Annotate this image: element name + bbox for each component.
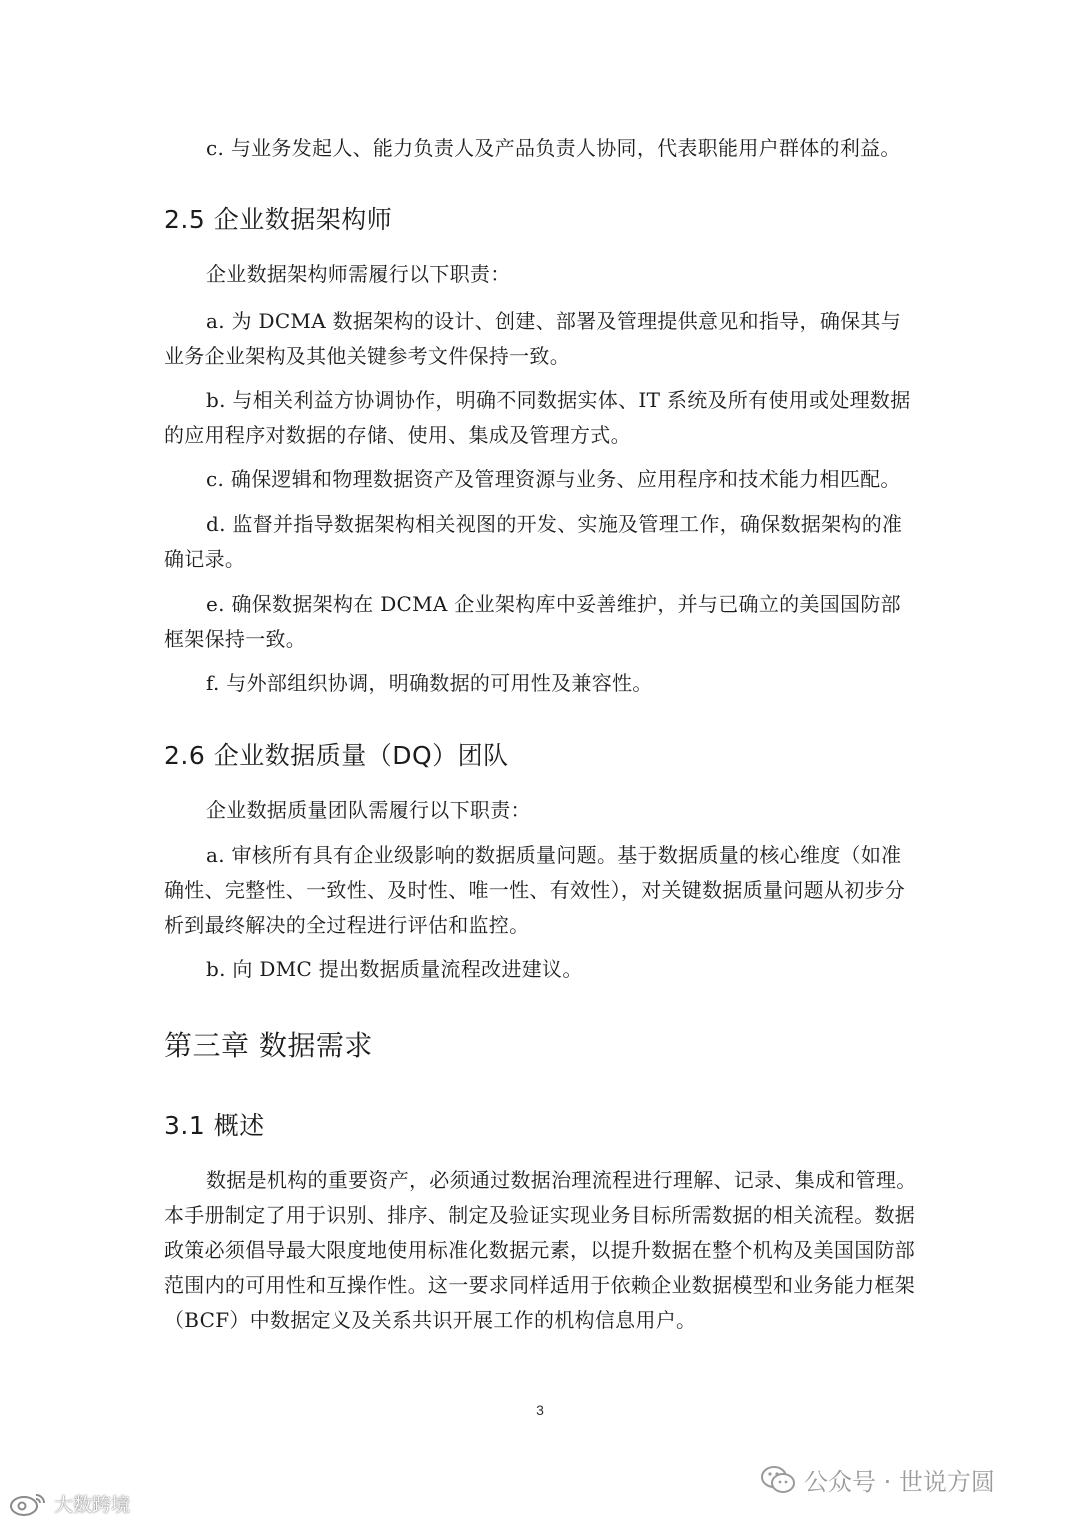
item-2-4-c: c. 与业务发起人、能力负责人及产品负责人协同，代表职能用户群体的利益。 (206, 136, 901, 160)
item-2-5-c: c. 确保逻辑和物理数据资产及管理资源与业务、应用程序和技术能力相匹配。 (206, 467, 901, 491)
section-2-6-intro: 企业数据质量团队需履行以下职责： (206, 798, 531, 822)
watermark-weibo (8, 1490, 130, 1517)
weibo-icon (8, 1491, 48, 1517)
section-2-5-heading: 2.5 企业数据架构师 (164, 205, 393, 234)
item-2-5-e: e. 确保数据架构在 DCMA 企业架构库中妥善维护，并与已确立的美国国防部框架保持一致。 (164, 592, 901, 651)
chapter-3-heading: 第三章 数据需求 (164, 1029, 373, 1062)
item-2-6-a: a. 审核所有具有企业级影响的数据质量问题。基于数据质量的核心维度（如准确性、完整性、一致性、及时性、唯一性、有效性），对关键数据质量问题从初步分析到最终解决的全过程进行评估和监控。 (164, 843, 906, 937)
item-2-5-a: a. 为 DCMA 数据架构的设计、创建、部署及管理提供意见和指导，确保其与业务企业架构及其他关键参考文件保持一致。 (164, 309, 902, 368)
watermark-left-text: 大数跨境 (54, 1494, 131, 1516)
item-2-5-b: b. 与相关利益方协调协作，明确不同数据实体、IT 系统及所有使用或处理数据的应用程序对数据的存储、使用、集成及管理方式。 (164, 388, 911, 447)
section-3-1-paragraph: 数据是机构的重要资产，必须通过数据治理流程进行理解、记录、集成和管理。本手册制定了用于识别、排序、制定及验证实现业务目标所需数据的相关流程。数据政策必须倡导最大限度地使用标准化数据元素，以提升数据在整个机构及美国国防部范围内的可用性和互操作性。这一要求同样适用于依赖企业数据模型和业务能力框架（BCF）中数据定义及关系共识开展工作的机构信息用户。 (164, 1168, 917, 1332)
wechat-icon (760, 1465, 796, 1495)
watermark-official-account (760, 1462, 995, 1497)
item-2-5-f: f. 与外部组织协调，明确数据的可用性及兼容性。 (206, 671, 653, 695)
section-2-5-intro: 企业数据架构师需履行以下职责： (206, 262, 511, 286)
watermark-right-text: 公众号 · 世说方圆 (804, 1468, 995, 1496)
section-3-1-heading: 3.1 概述 (164, 1111, 265, 1140)
page-number: 3 (536, 1402, 544, 1418)
item-2-5-d: d. 监督并指导数据架构相关视图的开发、实施及管理工作，确保数据架构的准确记录。 (164, 512, 903, 571)
section-2-6-heading: 2.6 企业数据质量（DQ）团队 (164, 741, 509, 770)
item-2-6-b: b. 向 DMC 提出数据质量流程改进建议。 (206, 957, 583, 981)
